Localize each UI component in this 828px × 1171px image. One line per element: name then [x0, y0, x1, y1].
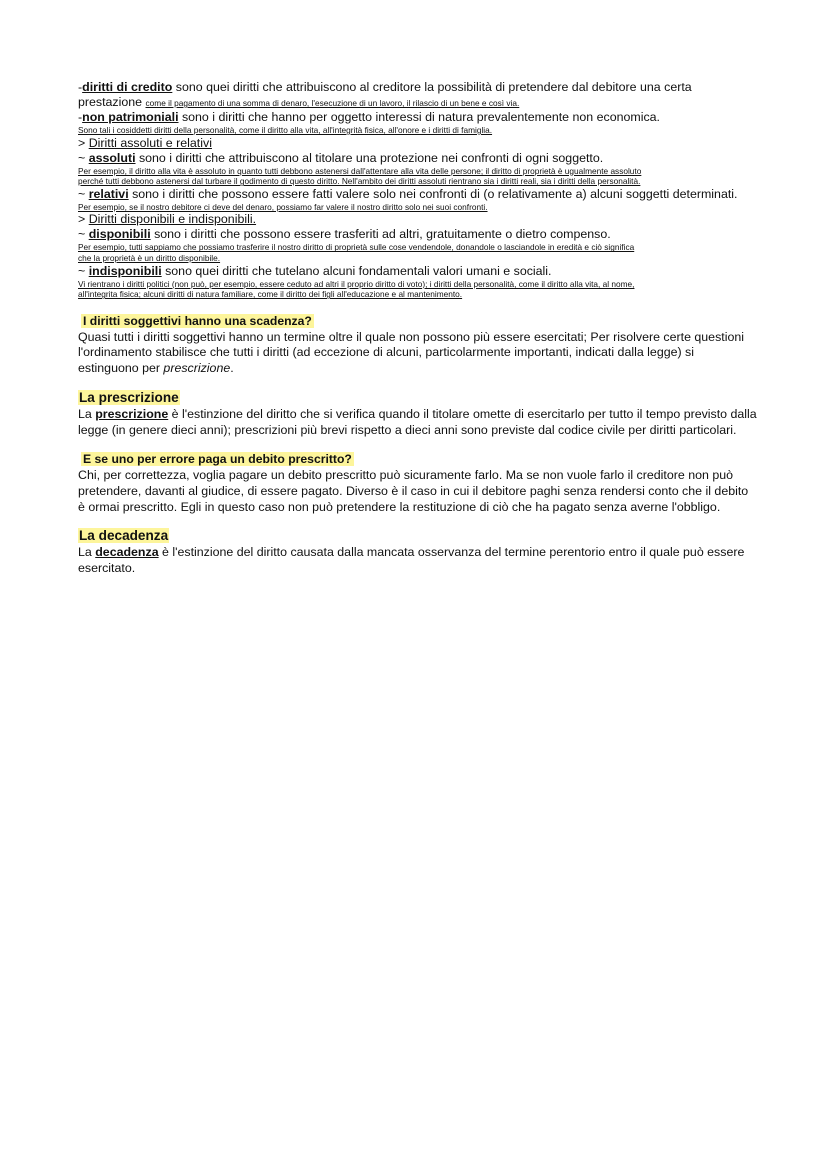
prescrizione-heading: La prescrizione: [79, 389, 179, 405]
disponibili-note-2: che la proprietà è un diritto disponibile.: [78, 252, 221, 263]
assoluti-line: ~ assoluti sono i diritti che attribuiscono al titolare una protezione nei confronti di ogni soggetto.: [78, 150, 604, 165]
decadenza-heading: La decadenza: [79, 528, 169, 544]
credito-term: diritti di credito: [82, 80, 173, 94]
non-patrimoniali-line: -non patrimoniali sono i diritti che hanno per oggetto interessi di natura prevalentemente non economica.: [78, 110, 660, 124]
indisponibili-term: indisponibili: [88, 263, 162, 278]
errore-section: [78, 450, 758, 515]
assoluti-term: assoluti: [88, 150, 136, 165]
errore-heading: E se uno per errore paga un debito prescritto?: [83, 452, 352, 467]
heading-assoluti-relativi: > Diritti assoluti e relativi: [78, 135, 212, 150]
non-patrimoniali-note: Sono tali i cosiddetti diritti della personalità, come il diritto alla vita, all'integrità fisica, all'onore e i diritti di famiglia.: [78, 125, 493, 135]
decadenza-body: La decadenza è l'estinzione del diritto causata dalla mancata osservanza del termine perentorio entro il quale può essere esercitato.: [78, 545, 745, 576]
indisponibili-line: ~ indisponibili sono quei diritti che tutelano alcuni fondamentali valori umani e sociali.: [78, 263, 552, 278]
heading-disponibili-indisponibili: > Diritti disponibili e indisponibili.: [78, 212, 257, 227]
scadenza-heading: I diritti soggettivi hanno una scadenza?: [83, 313, 312, 328]
prescrizione-term: prescrizione: [95, 406, 169, 421]
disponibili-note-1: Per esempio, tutti sappiamo che possiamo trasferire il nostro diritto di proprietà sulle cose vendendole, donandole o lasciandole in eredità e ciò significa: [78, 242, 635, 253]
disponibili-term: disponibili: [88, 227, 151, 242]
relativi-term: relativi: [88, 186, 129, 201]
relativi-note: Per esempio, se il nostro debitore ci deve del denaro, possiamo far valere il nostro diritto solo nei suoi confronti.: [78, 201, 488, 212]
indisponibili-note-1: Vi rientrano i diritti politici (non può, per esempio, essere ceduto ad altri il proprio diritto di voto); i diritti della personalità, come il diritto alla vita, al nome,: [78, 278, 635, 289]
scadenza-body: Quasi tutti i diritti soggettivi hanno un termine oltre il quale non possono più essere esercitati; Per risolvere certe questioni l'ordinamento stabilisce che tutti i diritti (ad eccezione di alcuni, particolarmente importanti, indicati dalla legge) si estinguono per prescrizione.: [78, 329, 745, 376]
errore-body: Chi, per correttezza, voglia pagare un debito prescritto può sicuramente farlo. Ma se non vuole farlo il creditore non può pretendere, davanti al giudice, di essere pagato. Diverso è il caso in cui il debitore paghi senza rendersi conto che il debito è ormai prescritto. Egli in questo caso non può pretendere la restituzione di ciò che ha pagato senza averne l'obbligo.: [78, 468, 749, 514]
prescrizione-section: [78, 389, 758, 438]
prescrizione-body: La prescrizione è l'estinzione del diritto che si verifica quando il titolare omette di esercitarlo per tutto il tempo previsto dalla legge (in genere dieci anni); prescrizioni più brevi rispetto a dieci anni sono previste dal codice civile per diritti particolari.: [78, 406, 757, 437]
scadenza-section: [78, 312, 758, 377]
assoluti-note-2: perché tutti debbono astenersi dal turbare il godimento di questo diritto. Nell'ambito dei diritti assoluti rientrano sia i diritti reali, sia i diritti della personalità.: [78, 176, 641, 187]
decadenza-term: decadenza: [95, 545, 159, 560]
document-page: [78, 80, 758, 577]
credito-line: -diritti di credito sono quei diritti che attribuiscono al creditore la possibilità di pretendere dal debitore una certa: [78, 80, 692, 94]
indisponibili-note-2: all'integrita fisica; alcuni diritti di natura familiare, come il diritto dei figli all'educazione e al mantenimento.: [78, 289, 463, 300]
decadenza-section: [78, 527, 758, 576]
assoluti-note-1: Per esempio, il diritto alla vita è assoluto in quanto tutti debbono astenersi dall'attentare alla vita delle persone; il diritto di proprietà è ugualmente assoluto: [78, 165, 642, 176]
relativi-line: ~ relativi sono i diritti che possono essere fatti valere solo nei confronti di (o relativamente a) alcuni soggetti determinati.: [78, 186, 738, 201]
credito-line-2: prestazione come il pagamento di una somma di denaro, l'esecuzione di un lavoro, il rilascio di un bene e così via.: [78, 95, 520, 109]
credito-note: come il pagamento di una somma di denaro, l'esecuzione di un lavoro, il rilascio di un bene e così via.: [145, 98, 520, 108]
disponibili-line: ~ disponibili sono i diritti che possono essere trasferiti ad altri, gratuitamente o dietro compenso.: [78, 227, 611, 242]
non-patrimoniali-term: non patrimoniali: [82, 110, 179, 124]
